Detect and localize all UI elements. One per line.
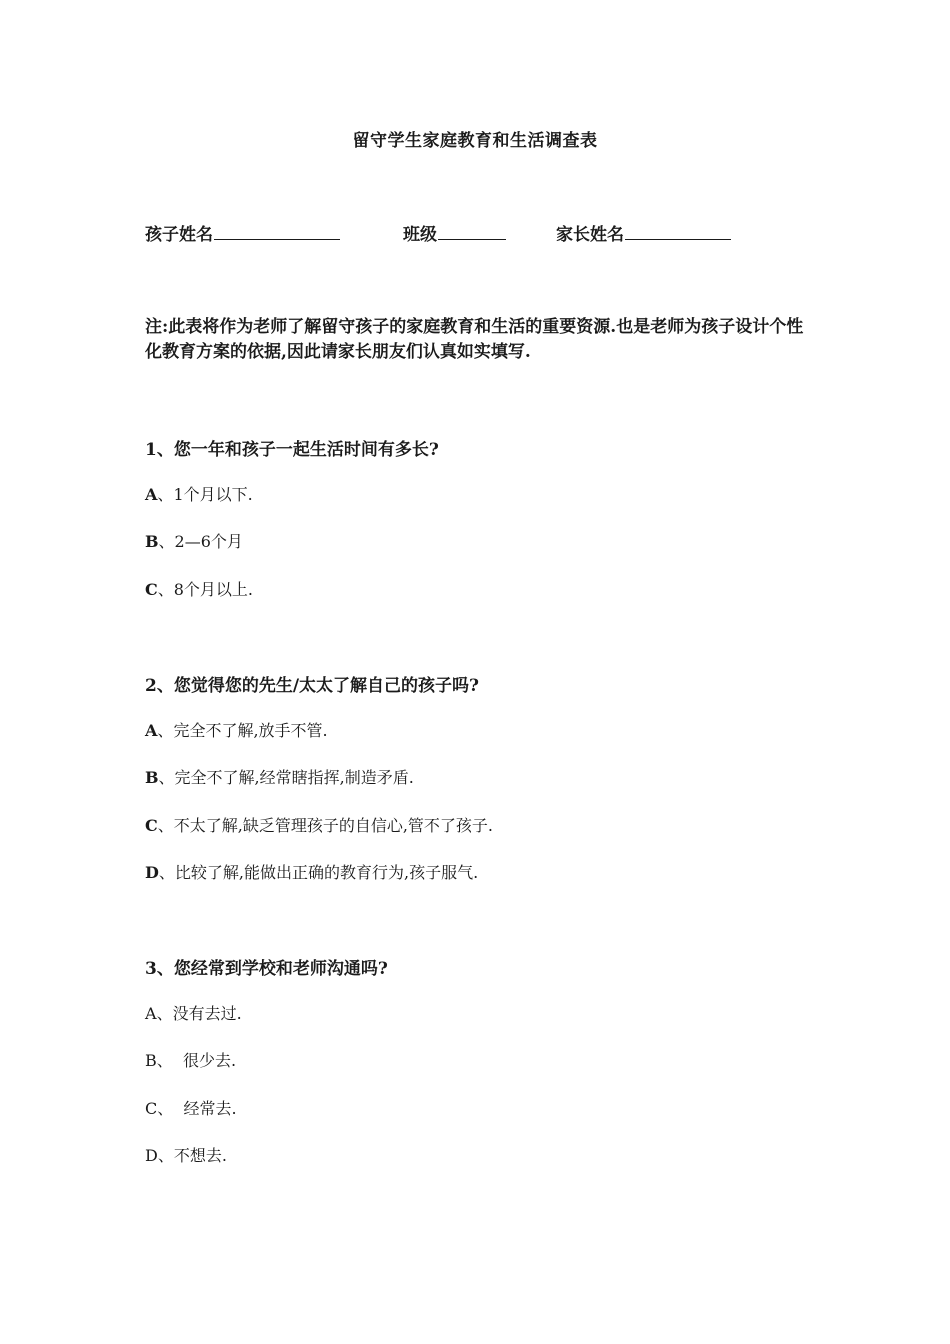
parent-name-blank[interactable] <box>625 223 731 240</box>
option-2b[interactable] <box>145 765 414 788</box>
option-separator: 、 <box>158 532 175 551</box>
class-blank[interactable] <box>438 223 506 240</box>
option-2c[interactable] <box>145 813 493 836</box>
question-1: 1、您一年和孩子一起生活时间有多长? <box>145 440 439 460</box>
option-3a[interactable] <box>145 1001 242 1024</box>
option-text: 经常去. <box>183 1099 237 1118</box>
class-field[interactable] <box>403 220 506 245</box>
parent-name-field[interactable] <box>556 220 731 245</box>
option-text: 不想去. <box>173 1146 227 1165</box>
option-separator: 、 <box>156 1004 173 1023</box>
option-letter: B <box>145 768 159 787</box>
option-letter: D <box>145 863 159 882</box>
option-2a[interactable] <box>145 718 328 741</box>
option-separator: 、 <box>156 1051 183 1070</box>
option-2d[interactable] <box>145 860 478 883</box>
option-text: 很少去. <box>182 1051 237 1070</box>
option-separator: 、 <box>157 485 174 504</box>
option-separator: 、 <box>158 863 175 882</box>
option-text: 完全不了解,经常瞎指挥,制造矛盾. <box>174 768 414 787</box>
option-text: 比较了解,能做出正确的教育行为,孩子服气. <box>174 863 479 882</box>
option-letter: A <box>145 721 158 740</box>
question-2: 2、您觉得您的先生/太太了解自己的孩子吗? <box>145 676 479 696</box>
option-3c[interactable] <box>145 1096 237 1119</box>
info-fields <box>145 220 825 246</box>
option-text: 2—6个月 <box>174 532 243 551</box>
child-name-blank[interactable] <box>214 223 340 240</box>
option-separator: 、 <box>157 816 174 835</box>
option-letter: B <box>145 532 159 551</box>
option-text: 完全不了解,放手不管. <box>173 721 328 740</box>
option-separator: 、 <box>157 1099 184 1118</box>
option-text: 1个月以下. <box>173 485 253 504</box>
option-separator: 、 <box>157 580 174 599</box>
option-1b[interactable] <box>145 529 243 552</box>
option-separator: 、 <box>157 721 174 740</box>
parent-name-label: 家长姓名 <box>556 225 624 245</box>
option-separator: 、 <box>157 1146 174 1165</box>
option-letter: C <box>145 1099 158 1118</box>
option-3d[interactable] <box>145 1143 227 1166</box>
option-letter: D <box>145 1146 158 1165</box>
option-letter: C <box>145 580 158 599</box>
child-name-label: 孩子姓名 <box>145 225 213 245</box>
document-title: 留守学生家庭教育和生活调查表 <box>352 131 598 151</box>
child-name-field[interactable] <box>145 220 340 245</box>
option-1c[interactable] <box>145 577 253 600</box>
option-letter: A <box>145 485 158 504</box>
option-letter: C <box>145 816 158 835</box>
option-separator: 、 <box>158 768 175 787</box>
option-text: 不太了解,缺乏管理孩子的自信心,管不了孩子. <box>173 816 494 835</box>
class-label: 班级 <box>403 225 437 245</box>
option-1a[interactable] <box>145 482 253 505</box>
instruction-note: 注:此表将作为老师了解留守孩子的家庭教育和生活的重要资源.也是老师为孩子设计个性化教育方案的依据,因此请家长朋友们认真如实填写. <box>145 317 804 362</box>
option-3b[interactable] <box>145 1048 236 1071</box>
option-letter: B <box>145 1051 157 1070</box>
option-text: 8个月以上. <box>173 580 254 599</box>
question-3: 3、您经常到学校和老师沟通吗? <box>145 959 388 979</box>
option-letter: A <box>145 1004 157 1023</box>
option-text: 没有去过. <box>172 1004 242 1023</box>
